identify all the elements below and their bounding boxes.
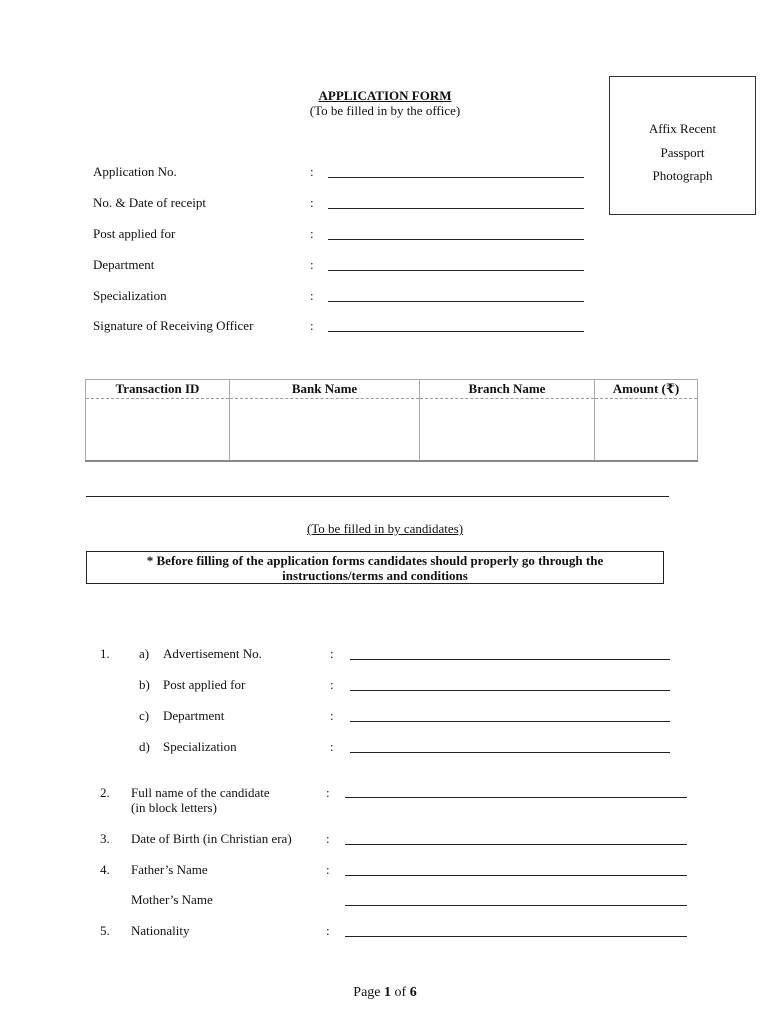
office-colon: :: [310, 164, 314, 179]
specialization-field[interactable]: [350, 752, 670, 753]
specialization-label: Specialization: [163, 739, 237, 754]
item-letter-c: c): [139, 708, 150, 723]
date-of-birth-label: Date of Birth (in Christian era): [131, 831, 292, 846]
item-letter-d: d): [139, 739, 150, 754]
colon: :: [330, 739, 334, 754]
mothers-name-field[interactable]: [345, 905, 687, 906]
department-field[interactable]: [350, 721, 670, 722]
form-subtitle: (To be filled in by the office): [309, 103, 461, 118]
colon: :: [326, 785, 330, 800]
item-number-4: 4.: [100, 862, 110, 877]
office-post-field[interactable]: [328, 239, 584, 240]
full-name-label: Full name of the candidate: [131, 785, 270, 800]
form-title: APPLICATION FORM: [318, 88, 452, 103]
item-letter-b: b): [139, 677, 150, 692]
photo-box-line1: Affix Recent: [648, 121, 717, 136]
page-total: 6: [409, 985, 417, 1000]
transaction-id-cell[interactable]: [86, 399, 230, 462]
page-current: 1: [384, 985, 392, 1000]
candidate-section-title: (To be filled in by candidates): [306, 521, 464, 536]
post-applied-field[interactable]: [350, 690, 670, 691]
fathers-name-field[interactable]: [345, 875, 687, 876]
colon: :: [330, 708, 334, 723]
department-label: Department: [163, 708, 225, 723]
item-number-2: 2.: [100, 785, 110, 800]
column-header-bank-name: Bank Name: [230, 380, 420, 399]
amount-cell[interactable]: [595, 399, 698, 462]
signature-field[interactable]: [328, 331, 584, 332]
nationality-label: Nationality: [131, 923, 190, 938]
office-label-receipt: No. & Date of receipt: [93, 195, 206, 210]
receipt-field[interactable]: [328, 208, 584, 209]
colon: :: [326, 831, 330, 846]
page-word: Page: [353, 985, 381, 1000]
notice-line1: * Before filling of the application forms candidates should properly go through the: [146, 553, 604, 568]
office-label-signature: Signature of Receiving Officer: [93, 318, 254, 333]
full-name-field[interactable]: [345, 797, 687, 798]
office-colon: :: [310, 195, 314, 210]
section-divider: [86, 496, 669, 497]
office-label-specialization: Specialization: [93, 288, 167, 303]
office-colon: :: [310, 257, 314, 272]
colon: :: [326, 923, 330, 938]
office-colon: :: [310, 226, 314, 241]
item-number-3: 3.: [100, 831, 110, 846]
transaction-table: [85, 379, 698, 462]
column-header-transaction-id: Transaction ID: [86, 380, 230, 399]
office-department-field[interactable]: [328, 270, 584, 271]
colon: :: [326, 862, 330, 877]
fathers-name-label: Father’s Name: [131, 862, 208, 877]
office-colon: :: [310, 318, 314, 333]
advertisement-no-field[interactable]: [350, 659, 670, 660]
post-applied-label: Post applied for: [163, 677, 246, 692]
item-number-5: 5.: [100, 923, 110, 938]
office-label-application-no: Application No.: [93, 164, 177, 179]
notice-line2: instructions/terms and conditions: [282, 568, 468, 583]
colon: :: [330, 677, 334, 692]
application-no-field[interactable]: [328, 177, 584, 178]
photo-box-line3: Photograph: [652, 168, 713, 183]
table-row: [86, 399, 698, 462]
instructions-notice: [86, 551, 664, 584]
table-header-row: [86, 380, 698, 399]
colon: :: [330, 646, 334, 661]
column-header-branch-name: Branch Name: [420, 380, 595, 399]
nationality-field[interactable]: [345, 936, 687, 937]
advertisement-no-label: Advertisement No.: [163, 646, 262, 661]
office-label-department: Department: [93, 257, 155, 272]
of-word: of: [394, 985, 407, 1000]
photo-box-line2: Passport: [660, 145, 705, 160]
page-footer: [0, 985, 770, 1001]
branch-name-cell[interactable]: [420, 399, 595, 462]
block-letters-label: (in block letters): [131, 800, 217, 815]
office-label-post: Post applied for: [93, 226, 176, 241]
office-colon: :: [310, 288, 314, 303]
photo-box: [609, 76, 756, 215]
item-number-1: 1.: [100, 646, 110, 661]
bank-name-cell[interactable]: [230, 399, 420, 462]
item-letter-a: a): [139, 646, 150, 661]
mothers-name-label: Mother’s Name: [131, 892, 213, 907]
column-header-amount: Amount (₹): [595, 380, 698, 399]
office-specialization-field[interactable]: [328, 301, 584, 302]
date-of-birth-field[interactable]: [345, 844, 687, 845]
